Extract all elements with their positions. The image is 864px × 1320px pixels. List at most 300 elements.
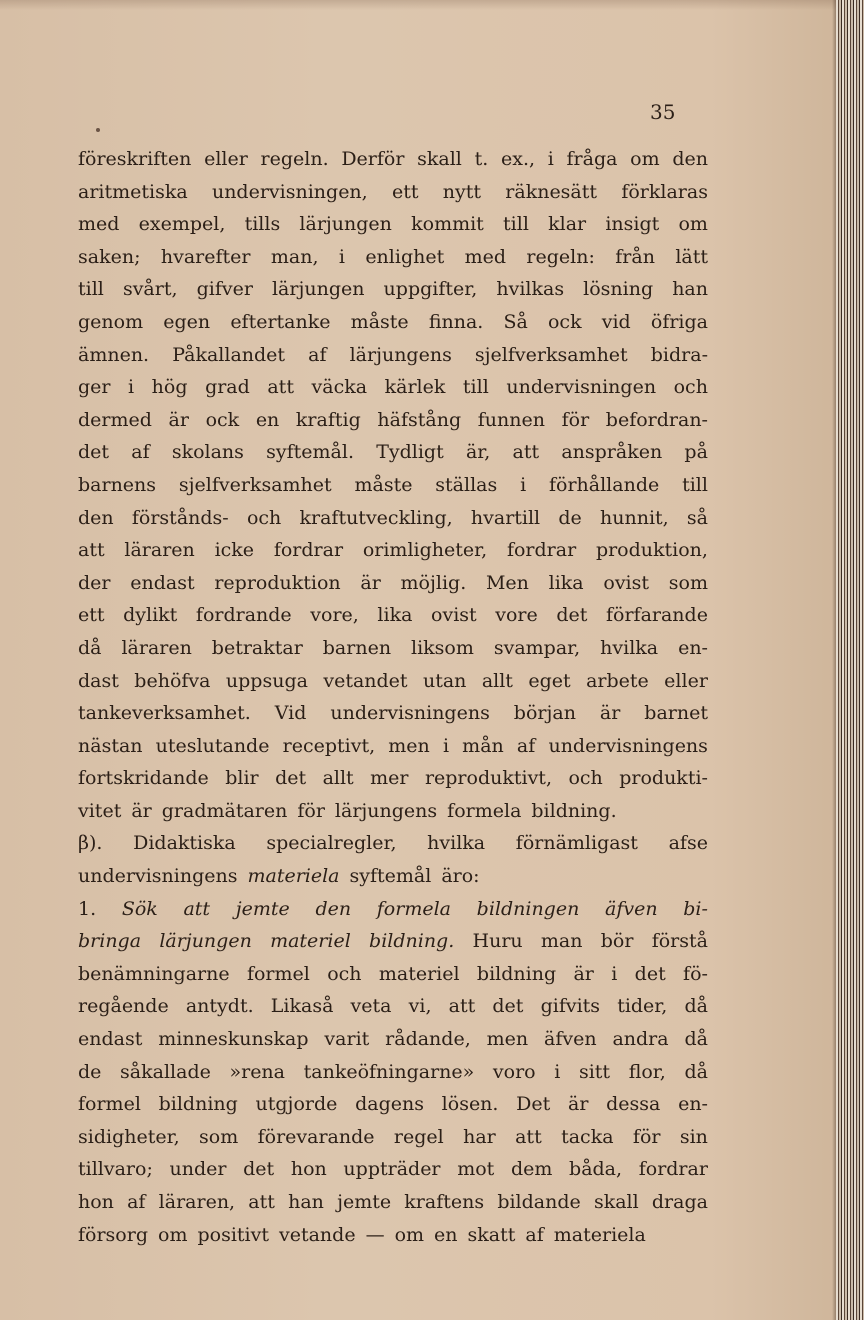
word: regeln.	[260, 148, 329, 170]
word: bildning	[476, 962, 557, 985]
word: uteslutande	[155, 734, 270, 757]
word: lika	[377, 604, 413, 627]
word: är,	[465, 441, 491, 464]
word: kärlek	[384, 376, 446, 399]
word: positivt	[197, 1223, 269, 1246]
word: hvilka	[600, 636, 659, 659]
word: dast	[78, 669, 119, 692]
word: syftemål	[349, 865, 432, 888]
word: benämningarne	[78, 962, 230, 985]
word: uppsuga	[225, 669, 308, 692]
text-line	[78, 306, 708, 339]
word: att	[512, 441, 540, 464]
text-line	[78, 567, 708, 600]
word: bildning	[158, 1093, 238, 1116]
word: det	[78, 441, 110, 464]
text-line	[78, 599, 708, 632]
word: äro:	[441, 865, 480, 888]
word: med	[464, 245, 507, 268]
word: hvarefter	[160, 245, 251, 268]
text-line	[78, 534, 708, 567]
word: om	[630, 148, 660, 170]
word: att	[448, 995, 476, 1018]
word: eftertanke	[230, 310, 331, 333]
word: båda,	[569, 1158, 623, 1181]
text-line	[78, 404, 708, 437]
text-line	[78, 1056, 708, 1089]
word: man,	[270, 245, 319, 268]
word: är	[599, 702, 621, 725]
word: gifver	[196, 278, 253, 301]
word: hvartill	[470, 506, 541, 529]
word: sidigheter,	[78, 1125, 180, 1148]
word: är	[360, 571, 381, 594]
word: eller	[204, 148, 248, 170]
word: Derför	[341, 148, 405, 170]
ink-speck	[96, 128, 100, 132]
word: att	[515, 1125, 542, 1148]
word: till	[462, 376, 489, 399]
word: jemte	[235, 897, 290, 920]
text-line	[78, 1186, 708, 1219]
word: väcka	[311, 376, 368, 399]
word: voro	[492, 1060, 536, 1083]
text-line	[78, 730, 708, 763]
word: tider,	[617, 995, 668, 1018]
word: undervisningens	[330, 702, 490, 725]
word: enlighet	[365, 245, 445, 268]
word: skatt	[467, 1223, 516, 1246]
word: lärjungen	[159, 930, 252, 953]
word: t.	[474, 148, 489, 170]
word: vid	[601, 310, 631, 333]
word: försorg	[78, 1223, 148, 1246]
word: grad	[205, 376, 250, 399]
text-line	[78, 1153, 708, 1186]
word: att	[78, 539, 105, 562]
text-line	[78, 762, 708, 795]
text-line	[78, 469, 708, 502]
word: förevarande	[257, 1125, 375, 1148]
word: minneskunskap	[158, 1028, 309, 1051]
text-line	[78, 827, 708, 860]
word: vi,	[408, 995, 432, 1018]
word: tankeverksamhet.	[78, 702, 251, 725]
word: tillvaro;	[78, 1158, 153, 1181]
word: fortskridande	[78, 767, 209, 790]
word: det	[243, 1158, 275, 1181]
word: materiela	[553, 1223, 646, 1246]
word: början	[513, 702, 576, 725]
word: produkti-	[619, 767, 708, 790]
word: formela	[376, 897, 451, 920]
word: der	[78, 571, 111, 594]
word: sitt	[578, 1060, 611, 1083]
word: en-	[678, 636, 708, 659]
text-line	[78, 1121, 708, 1154]
word: Det	[516, 1093, 551, 1116]
word: lärjungen	[299, 213, 392, 236]
word: kraftutveckling,	[299, 506, 453, 529]
word: lärjungens	[349, 343, 452, 366]
word: Tydligt	[376, 441, 444, 464]
word: draga	[651, 1191, 708, 1213]
word: ställas	[435, 473, 498, 496]
word: —	[365, 1223, 385, 1246]
word: det	[556, 604, 588, 627]
word: uppträder	[343, 1158, 441, 1181]
word: och	[568, 767, 603, 790]
word: hvilka	[427, 832, 486, 855]
text-line	[78, 632, 708, 665]
word: från	[615, 245, 655, 268]
word: fordrar	[506, 539, 577, 562]
word: lätt	[675, 245, 708, 268]
word: fråga	[566, 148, 618, 170]
word: afse	[668, 832, 708, 855]
text-line	[78, 697, 708, 730]
word: läraren,	[158, 1191, 236, 1213]
word: uppgifter,	[383, 278, 478, 301]
word: hög	[151, 376, 188, 399]
word: af	[516, 734, 536, 757]
word: allt	[322, 767, 354, 790]
word: hon	[78, 1191, 114, 1213]
word: så	[686, 506, 708, 529]
word: han	[672, 278, 708, 301]
book-binding	[836, 0, 864, 1320]
word: svampar,	[493, 636, 581, 659]
word: barnen	[322, 636, 392, 659]
word: en-	[678, 1093, 708, 1116]
text-line	[78, 990, 708, 1023]
word: utgjorde	[255, 1093, 338, 1116]
word: utan	[422, 669, 467, 692]
word: om	[158, 1223, 188, 1246]
text-line	[78, 143, 708, 176]
word: syftemål.	[266, 441, 354, 464]
word: och	[246, 506, 282, 529]
word: är	[573, 962, 594, 985]
word: i	[611, 962, 618, 985]
word: läraren	[124, 539, 195, 562]
text-line	[78, 958, 708, 991]
word: fordrar	[273, 539, 344, 562]
word: är	[568, 1093, 589, 1116]
word: bildning.	[369, 930, 455, 953]
word: receptivt,	[282, 734, 376, 757]
word: formel	[246, 962, 310, 985]
word: måste	[350, 310, 409, 333]
word: funnen	[477, 408, 545, 431]
word: vetandet	[323, 669, 408, 692]
word: läraren	[121, 636, 192, 659]
word: andra	[612, 1028, 669, 1051]
word: måste	[354, 473, 413, 496]
word: veta	[350, 995, 392, 1018]
word: dylikt	[123, 604, 178, 627]
word: man	[540, 930, 583, 953]
word: formela	[447, 799, 522, 822]
word: han	[288, 1191, 324, 1213]
word: dagens	[355, 1093, 424, 1116]
word: då	[684, 995, 708, 1018]
word: det	[492, 995, 524, 1018]
word: och	[327, 962, 362, 985]
word: då	[684, 1060, 708, 1083]
word: reproduktion	[214, 571, 341, 594]
word: endast	[78, 1028, 143, 1051]
word: ett	[391, 180, 419, 203]
word: bildning.	[531, 799, 617, 822]
word: regel	[393, 1125, 444, 1148]
text-line	[78, 273, 708, 306]
word: formel	[78, 1093, 141, 1116]
word: kraftig	[295, 408, 361, 431]
word: men	[486, 1028, 529, 1051]
text-line	[78, 1088, 708, 1121]
word: materiela	[247, 865, 340, 888]
word: Påkallandet	[172, 343, 286, 366]
word: undervisningen,	[211, 180, 368, 203]
word: mer	[370, 767, 409, 790]
word: Men	[485, 571, 529, 594]
word: att	[248, 1191, 275, 1213]
word: antydt.	[185, 995, 254, 1018]
word: förfarande	[605, 604, 708, 627]
word: »rena	[229, 1060, 285, 1083]
word: mot	[457, 1158, 495, 1181]
word: Så	[503, 310, 528, 333]
word: skolans	[171, 441, 244, 464]
word: endast	[130, 571, 195, 594]
word: icke	[214, 539, 255, 562]
word: ger	[78, 376, 111, 399]
word: den	[315, 897, 352, 920]
word: sjelfverksamhet	[178, 473, 332, 496]
word: materiel	[378, 962, 460, 985]
word: lösen.	[441, 1093, 499, 1116]
word: 1.	[78, 897, 97, 920]
word: svårt,	[122, 278, 178, 301]
word: rådande,	[385, 1028, 471, 1051]
word: nytt	[442, 180, 482, 203]
word: Vid	[274, 702, 307, 725]
text-line	[78, 339, 708, 372]
word: skall	[593, 1191, 639, 1213]
word: vetande	[278, 1223, 356, 1246]
word: är	[131, 799, 152, 822]
word: gradmätaren	[161, 799, 288, 822]
text-line	[78, 176, 708, 209]
word: i	[520, 473, 527, 496]
word: möjlig.	[400, 571, 467, 594]
word: i	[442, 734, 450, 757]
word: föreskriften	[78, 148, 192, 170]
word: i	[338, 245, 345, 268]
word: bringa	[78, 930, 142, 953]
word: barnens	[78, 473, 157, 496]
word: regående	[78, 995, 169, 1018]
word: Sök	[121, 897, 158, 920]
text-line	[78, 795, 708, 828]
word: regeln:	[526, 245, 595, 268]
word: saken;	[78, 245, 141, 268]
word: Didaktiska	[133, 832, 236, 855]
word: bildande	[497, 1191, 581, 1213]
text-line	[78, 241, 708, 274]
word: mån	[462, 734, 504, 757]
text-line	[78, 1023, 708, 1056]
word: för	[297, 799, 325, 822]
word: på	[684, 441, 708, 464]
word: en	[255, 408, 280, 431]
word: bi-	[683, 897, 708, 920]
word: ämnen.	[78, 343, 150, 366]
word: sin	[679, 1125, 708, 1148]
word: af	[127, 1191, 146, 1213]
word: dessa	[606, 1093, 661, 1116]
word: är	[168, 408, 189, 431]
word: under	[169, 1158, 227, 1181]
word: till	[682, 473, 708, 496]
word: genom	[78, 310, 144, 333]
word: Huru	[472, 930, 523, 953]
text-line	[78, 436, 708, 469]
word: tankeöfningarne»	[303, 1060, 475, 1083]
word: materiel	[270, 930, 351, 953]
word: liksom	[411, 636, 474, 659]
word: flor,	[628, 1060, 666, 1083]
word: dermed	[78, 408, 152, 431]
word: fö-	[683, 962, 708, 985]
word: orimligheter,	[362, 539, 488, 562]
word: då	[78, 636, 102, 659]
word: behöfva	[134, 669, 211, 692]
word: produktion,	[595, 539, 708, 562]
word: hon	[290, 1158, 327, 1181]
word: har	[463, 1125, 496, 1148]
word: till	[503, 213, 529, 236]
word: exempel,	[138, 213, 226, 236]
word: befordran-	[605, 408, 708, 431]
word: öfriga	[650, 310, 708, 333]
word: den	[78, 506, 114, 529]
word: som	[199, 1125, 239, 1148]
word: då	[684, 1028, 708, 1051]
word: räknesätt	[505, 180, 598, 203]
word: bidra-	[650, 343, 708, 366]
word: ock	[205, 408, 240, 431]
word: varit	[324, 1028, 370, 1051]
word: vore,	[310, 604, 359, 627]
text-line	[78, 1219, 708, 1252]
word: äfven	[605, 897, 658, 920]
text-line	[78, 860, 708, 893]
word: de	[558, 506, 582, 529]
text-line	[78, 893, 708, 926]
word: af	[308, 343, 327, 366]
word: kraftens	[404, 1191, 485, 1213]
word: häfstång	[377, 408, 462, 431]
word: ett	[78, 604, 105, 627]
word: det	[634, 962, 666, 985]
word: barnet	[644, 702, 708, 725]
word: lika	[548, 571, 584, 594]
word: undervisningen	[506, 376, 657, 399]
word: de	[78, 1060, 102, 1083]
page-top-shadow	[0, 0, 836, 10]
word: aritmetiska	[78, 180, 188, 203]
word: såkallade	[120, 1060, 211, 1083]
word: ovist	[431, 604, 477, 627]
word: kommit	[411, 213, 484, 236]
word: ovist	[603, 571, 650, 594]
word: nästan	[78, 734, 143, 757]
word: hvilkas	[496, 278, 565, 301]
word: bildningen	[476, 897, 580, 920]
word: arbete	[586, 669, 649, 692]
word: reproduktivt,	[424, 767, 552, 790]
word: att	[183, 897, 211, 920]
word: eget	[528, 669, 571, 692]
word: en	[434, 1223, 458, 1246]
text-line	[78, 925, 708, 958]
word: att	[267, 376, 294, 399]
word: insigt	[605, 213, 660, 236]
word: egen	[163, 310, 211, 333]
word: undervisningens	[548, 734, 708, 757]
body-text	[78, 143, 708, 1251]
word: till	[78, 278, 104, 301]
text-line	[78, 208, 708, 241]
word: förhållande	[548, 473, 660, 496]
word: ock	[547, 310, 582, 333]
word: tacka	[561, 1125, 614, 1148]
word: vore	[495, 604, 538, 627]
word: förnämligast	[515, 832, 638, 855]
word: äfven	[544, 1028, 597, 1051]
text-line	[78, 502, 708, 535]
word: Likaså	[270, 995, 334, 1018]
word: för	[561, 408, 590, 431]
word: lösning	[583, 278, 654, 301]
word: det	[275, 767, 307, 790]
word: jemte	[337, 1191, 392, 1213]
word: bör	[600, 930, 634, 953]
word: med	[78, 213, 120, 236]
word: betraktar	[211, 636, 303, 659]
word: i	[547, 148, 554, 170]
word: den	[672, 148, 708, 170]
word: förklaras	[621, 180, 708, 203]
word: som	[668, 571, 708, 594]
word: β).	[78, 832, 103, 855]
word: af	[131, 441, 150, 464]
text-line	[78, 665, 708, 698]
word: förstånds-	[131, 506, 229, 529]
word: om	[678, 213, 708, 236]
word: allt	[481, 669, 513, 692]
word: undervisningens	[78, 865, 238, 888]
word: om	[394, 1223, 425, 1246]
word: men	[388, 734, 430, 757]
word: och	[673, 376, 708, 399]
word: vitet	[78, 799, 122, 822]
word: dem	[510, 1158, 553, 1181]
word: i	[128, 376, 135, 399]
word: gifvits	[540, 995, 601, 1018]
